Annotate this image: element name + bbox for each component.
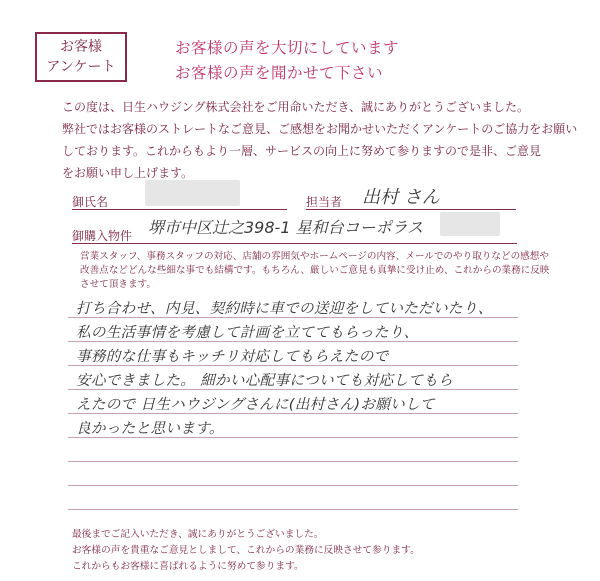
staff-value: 出村 さん bbox=[362, 187, 440, 208]
ruled-line bbox=[68, 461, 518, 462]
intro-text bbox=[62, 96, 578, 184]
footer-line: 最後までご記入いただき、誠にありがとうございました。 bbox=[72, 529, 324, 540]
answer-line: 打ち合わせ、内見、契約時に車での送迎をしていただいたり、 bbox=[76, 300, 493, 317]
name-underline bbox=[72, 209, 287, 210]
description-line: 営業スタッフ、事務スタッフの対応、店舗の雰囲気やホームページの内容、メールでのやり取りなどの感想や bbox=[80, 251, 549, 262]
intro-line: しております。これからもより一層、サービスの向上に努めて参りますので是非、ご意見 bbox=[62, 144, 542, 158]
badge-line-2: アンケート bbox=[46, 59, 116, 75]
ruled-line bbox=[68, 485, 518, 486]
ruled-line bbox=[68, 509, 518, 510]
intro-line: をお願い申し上げます。 bbox=[62, 166, 194, 180]
footer-line: お客様の声を貴重なご意見としまして、これからの業務に反映させて参ります。 bbox=[72, 545, 420, 556]
description-line: 改善点などどんな些細な事でも結構です。もちろん、厳しいご意見も真摯に受け止め、これからの業務に反映 bbox=[80, 265, 550, 277]
property-underline bbox=[72, 243, 517, 244]
staff-label: 担当者 bbox=[306, 195, 343, 209]
property-value: 堺市中区辻之398-1 星和台コーポラス bbox=[148, 218, 424, 237]
name-label: 御氏名 bbox=[72, 195, 109, 209]
description-text bbox=[80, 250, 550, 293]
answer-line: 良かったと思います。 bbox=[76, 420, 224, 437]
footer-text bbox=[72, 527, 420, 575]
answer-line: 安心できました。 細かい心配事についても対応してもら bbox=[76, 372, 453, 389]
footer-line: これからもお客様に喜ばれるように努めて参ります。 bbox=[72, 561, 304, 572]
header-line-1: お客様の声を大切にしています bbox=[175, 39, 400, 57]
property-redacted bbox=[440, 212, 500, 236]
answer-line: 私の生活事情を考慮して計画を立ててもらったり、 bbox=[76, 324, 419, 341]
badge-line-1: お客様 bbox=[60, 39, 102, 55]
staff-underline bbox=[306, 209, 516, 210]
property-label: 御購入物件 bbox=[72, 229, 133, 243]
answer-line: えたので 日生ハウジングさんに(出村さん)お願いして bbox=[76, 396, 435, 413]
description-line: させて頂きます。 bbox=[80, 279, 156, 291]
header-line-2: お客様の声を聞かせて下さい bbox=[175, 64, 384, 82]
answer-line: 事務的な仕事もキッチリ対応してもらえたので bbox=[76, 348, 389, 365]
survey-badge bbox=[35, 32, 127, 82]
intro-line: 弊社ではお客様のストレートなご意見、ご感想をお聞かせいただくアンケートのご協力をお願い bbox=[62, 122, 578, 136]
intro-line: この度は、日生ハウジング株式会社をご用命いただき、誠にありがとうございました。 bbox=[62, 100, 529, 114]
name-redacted bbox=[145, 180, 240, 206]
